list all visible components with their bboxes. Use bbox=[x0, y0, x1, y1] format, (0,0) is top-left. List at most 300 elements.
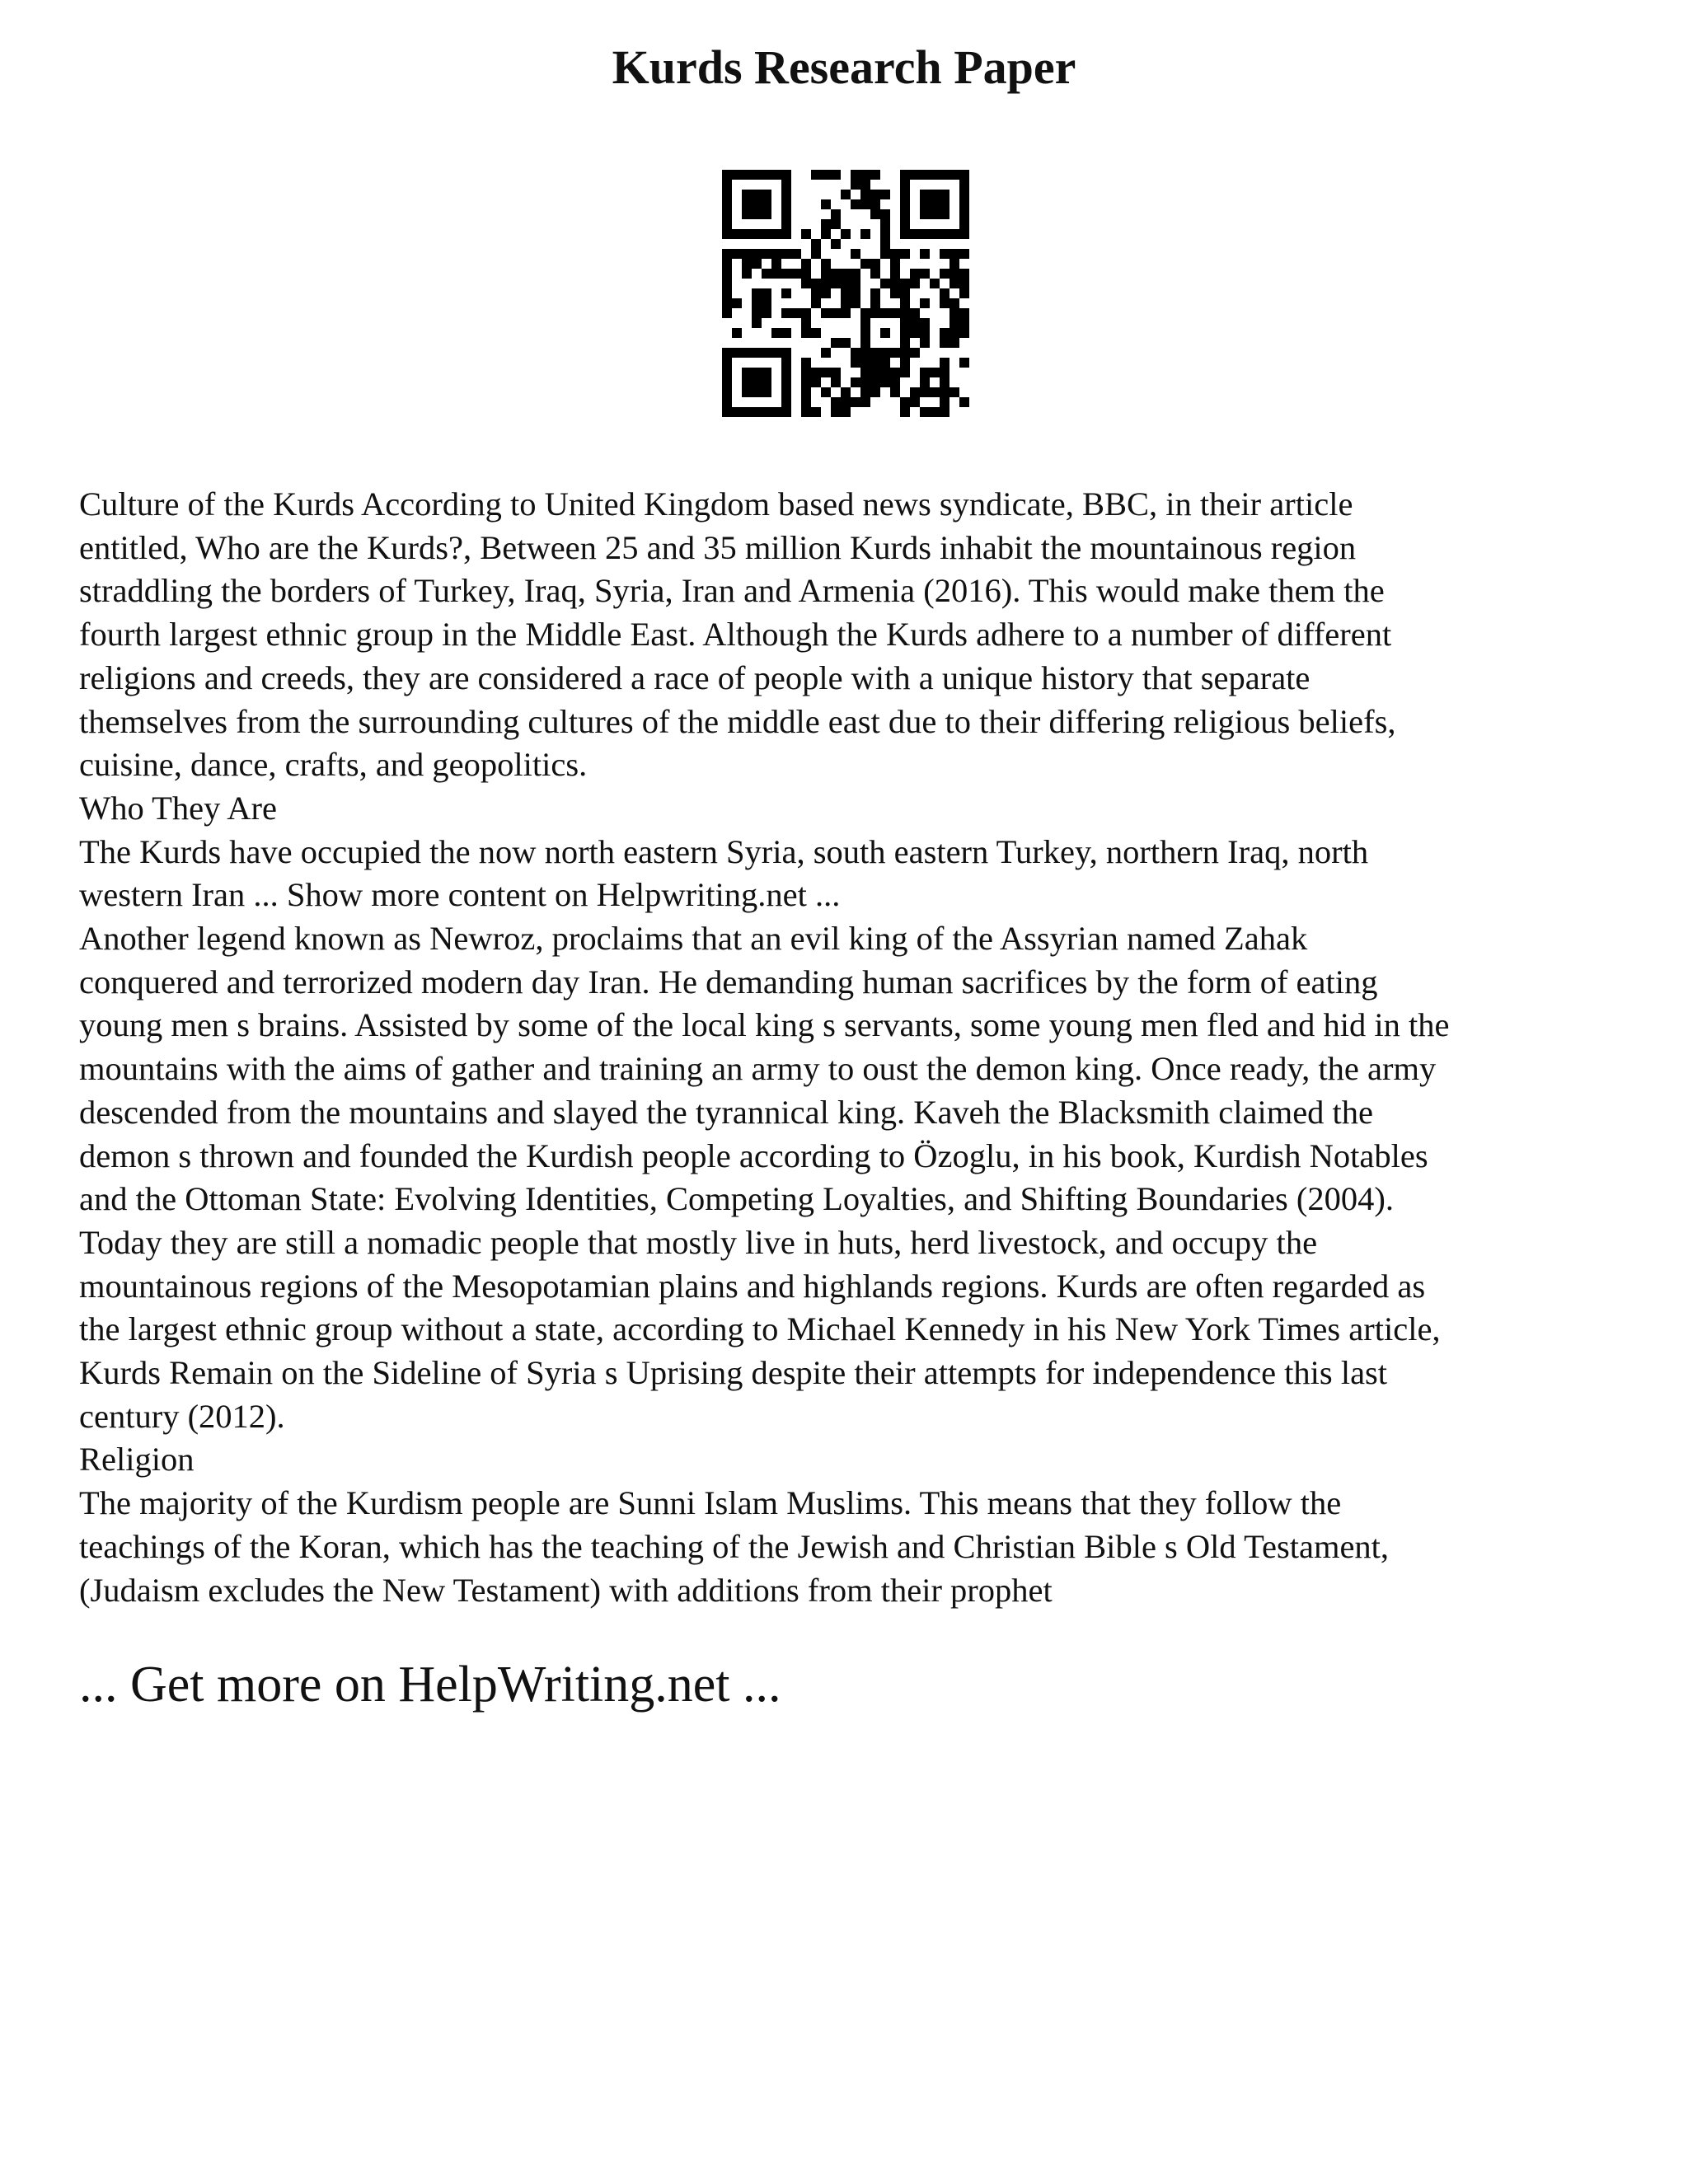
qr-module bbox=[781, 249, 791, 259]
qr-module bbox=[950, 318, 959, 328]
qr-module bbox=[742, 170, 752, 180]
qr-module bbox=[752, 199, 762, 209]
qr-module bbox=[722, 377, 732, 387]
qr-module bbox=[930, 407, 940, 417]
qr-module bbox=[841, 308, 851, 318]
qr-module bbox=[890, 377, 900, 387]
qr-module bbox=[722, 288, 732, 298]
qr-module bbox=[831, 338, 841, 348]
qr-module bbox=[920, 368, 930, 377]
qr-module bbox=[742, 407, 752, 417]
qr-module bbox=[900, 190, 910, 199]
qr-module bbox=[722, 229, 732, 239]
qr-module bbox=[821, 219, 831, 229]
qr-module bbox=[841, 387, 851, 397]
qr-module bbox=[781, 368, 791, 377]
qr-module bbox=[732, 298, 742, 308]
qr-module bbox=[900, 397, 910, 407]
qr-module bbox=[900, 368, 910, 377]
qr-module bbox=[890, 279, 900, 288]
qr-module bbox=[851, 279, 860, 288]
qr-module bbox=[959, 358, 969, 368]
qr-module bbox=[880, 348, 890, 358]
paragraph-territory: The Kurds have occupied the now north eastern Syria, south eastern Turkey, northern Iraq, north western Iran ... Show more content on Helpwriting.net ... bbox=[79, 832, 1369, 914]
qr-module bbox=[732, 407, 742, 417]
qr-module bbox=[742, 199, 752, 209]
qr-module bbox=[811, 239, 821, 249]
qr-module bbox=[870, 259, 880, 269]
qr-module bbox=[762, 199, 771, 209]
qr-module bbox=[870, 298, 880, 308]
qr-module bbox=[910, 387, 920, 397]
qr-module bbox=[860, 368, 870, 377]
qr-module bbox=[762, 288, 771, 298]
qr-module bbox=[890, 368, 900, 377]
qr-module bbox=[762, 229, 771, 239]
qr-module bbox=[959, 397, 969, 407]
qr-module bbox=[870, 190, 880, 199]
qr-module bbox=[860, 397, 870, 407]
qr-module bbox=[920, 209, 930, 219]
qr-module bbox=[722, 279, 732, 288]
qr-module bbox=[880, 239, 890, 249]
qr-module bbox=[752, 377, 762, 387]
qr-module bbox=[762, 377, 771, 387]
page-title: Kurds Research Paper bbox=[612, 40, 1076, 94]
qr-module bbox=[900, 318, 910, 328]
qr-module bbox=[821, 199, 831, 209]
qr-module bbox=[831, 170, 841, 180]
heading-who-they-are: Who They Are bbox=[79, 789, 277, 827]
qr-module bbox=[900, 298, 910, 308]
qr-module bbox=[742, 209, 752, 219]
qr-module bbox=[841, 190, 851, 199]
qr-module bbox=[959, 249, 969, 259]
qr-module bbox=[900, 209, 910, 219]
qr-module bbox=[722, 269, 732, 279]
qr-module bbox=[950, 328, 959, 338]
qr-module bbox=[851, 298, 860, 308]
qr-module bbox=[771, 229, 781, 239]
qr-module bbox=[959, 219, 969, 229]
qr-module bbox=[870, 288, 880, 298]
qr-module bbox=[771, 328, 781, 338]
qr-module bbox=[752, 348, 762, 358]
qr-module bbox=[910, 269, 920, 279]
qr-module bbox=[811, 288, 821, 298]
qr-module bbox=[930, 279, 940, 288]
qr-module bbox=[831, 269, 841, 279]
qr-module bbox=[900, 229, 910, 239]
qr-module bbox=[959, 170, 969, 180]
qr-module bbox=[781, 229, 791, 239]
qr-module bbox=[781, 199, 791, 209]
qr-module bbox=[821, 229, 831, 239]
qr-module bbox=[870, 269, 880, 279]
qr-module bbox=[920, 387, 930, 397]
qr-module bbox=[841, 298, 851, 308]
qr-module bbox=[900, 358, 910, 368]
qr-module bbox=[781, 358, 791, 368]
qr-module bbox=[831, 308, 841, 318]
qr-module bbox=[841, 269, 851, 279]
qr-module bbox=[930, 170, 940, 180]
qr-module bbox=[870, 348, 880, 358]
qr-module bbox=[742, 229, 752, 239]
qr-module bbox=[920, 170, 930, 180]
qr-module bbox=[762, 348, 771, 358]
qr-module bbox=[762, 209, 771, 219]
qr-module bbox=[742, 368, 752, 377]
qr-module bbox=[752, 387, 762, 397]
qr-module bbox=[950, 279, 959, 288]
qr-module bbox=[801, 229, 811, 239]
qr-module bbox=[841, 338, 851, 348]
qr-module bbox=[940, 298, 950, 308]
qr-module bbox=[821, 288, 831, 298]
qr-module bbox=[801, 377, 811, 387]
qr-module bbox=[860, 180, 870, 190]
qr-module bbox=[722, 170, 732, 180]
qr-module bbox=[940, 190, 950, 199]
qr-module bbox=[900, 279, 910, 288]
qr-module bbox=[851, 397, 860, 407]
qr-module bbox=[890, 308, 900, 318]
qr-module bbox=[870, 368, 880, 377]
qr-module bbox=[762, 298, 771, 308]
qr-module bbox=[910, 229, 920, 239]
qr-module bbox=[959, 288, 969, 298]
qr-module bbox=[940, 269, 950, 279]
qr-module bbox=[880, 190, 890, 199]
qr-module bbox=[940, 249, 950, 259]
qr-module bbox=[722, 298, 732, 308]
qr-module bbox=[950, 387, 959, 397]
qr-module bbox=[752, 170, 762, 180]
qr-module bbox=[880, 249, 890, 259]
qr-module bbox=[801, 407, 811, 417]
qr-module bbox=[831, 397, 841, 407]
qr-module bbox=[811, 279, 821, 288]
qr-module bbox=[821, 387, 831, 397]
qr-module bbox=[771, 259, 781, 269]
qr-module bbox=[821, 348, 831, 358]
qr-module bbox=[722, 190, 732, 199]
qr-module bbox=[851, 180, 860, 190]
qr-module bbox=[900, 328, 910, 338]
qr-module bbox=[752, 407, 762, 417]
qr-module bbox=[880, 209, 890, 219]
qr-module bbox=[781, 190, 791, 199]
qr-module bbox=[860, 377, 870, 387]
qr-module bbox=[950, 229, 959, 239]
qr-module bbox=[781, 328, 791, 338]
qr-module bbox=[910, 170, 920, 180]
qr-module bbox=[890, 288, 900, 298]
qr-module bbox=[841, 397, 851, 407]
qr-module bbox=[920, 190, 930, 199]
qr-module bbox=[811, 298, 821, 308]
qr-module bbox=[742, 269, 752, 279]
qr-module bbox=[860, 308, 870, 318]
qr-module bbox=[940, 368, 950, 377]
qr-module bbox=[831, 368, 841, 377]
qr-module bbox=[722, 348, 732, 358]
qr-module bbox=[900, 170, 910, 180]
qr-module bbox=[950, 308, 959, 318]
qr-module bbox=[732, 249, 742, 259]
qr-module bbox=[860, 259, 870, 269]
qr-module bbox=[722, 249, 732, 259]
qr-module bbox=[821, 269, 831, 279]
qr-module bbox=[860, 358, 870, 368]
qr-module bbox=[851, 170, 860, 180]
qr-module bbox=[959, 279, 969, 288]
qr-module bbox=[722, 368, 732, 377]
qr-module bbox=[930, 368, 940, 377]
qr-module bbox=[900, 288, 910, 298]
qr-module bbox=[880, 358, 890, 368]
qr-module bbox=[890, 269, 900, 279]
paragraph-legend: Another legend known as Newroz, proclaims that an evil king of the Assyrian named Zahak conquered and terrorized modern day Iran. He demanding human sacrifices by the form of eating young men s brains. Assisted by some of the local king s servants, some young men fled and hid in the mountains with the aims of gather and training an army to oust the demon king. Once ready, the army descended from the mountains and slayed the tyrannical king. Kaveh the Blacksmith claimed the demon s thrown and founded the Kurdish people according to Özoglu, in his book, Kurdish Notables and the Ottoman State: Evolving Identities, Competing Loyalties, and Shifting Boundaries (2004). Today they are still a nomadic people that mostly live in huts, herd livestock, and occupy the mountainous regions of the Mesopotamian plains and highlands regions. Kurds are often regarded as the largest ethnic group without a state, according to Michael Kennedy in his New York Times article, Kurds Remain on the Sideline of Syria s Uprising despite their attempts for independence this last century (2012). bbox=[79, 920, 1450, 1435]
qr-module bbox=[880, 229, 890, 239]
qr-module bbox=[959, 199, 969, 209]
qr-module bbox=[860, 190, 870, 199]
qr-module bbox=[880, 279, 890, 288]
qr-module bbox=[811, 328, 821, 338]
qr-module bbox=[771, 407, 781, 417]
qr-module bbox=[950, 338, 959, 348]
qr-module bbox=[900, 348, 910, 358]
qr-module bbox=[752, 190, 762, 199]
qr-module bbox=[930, 199, 940, 209]
article-body bbox=[79, 483, 1645, 1612]
qr-module bbox=[821, 259, 831, 269]
qr-module bbox=[880, 219, 890, 229]
qr-module bbox=[752, 229, 762, 239]
qr-module bbox=[821, 170, 831, 180]
qr-code-icon bbox=[722, 170, 969, 417]
qr-module bbox=[890, 387, 900, 397]
qr-module bbox=[742, 249, 752, 259]
qr-module bbox=[811, 249, 821, 259]
qr-module bbox=[920, 328, 930, 338]
qr-module bbox=[831, 407, 841, 417]
qr-module bbox=[900, 308, 910, 318]
qr-module bbox=[940, 387, 950, 397]
qr-module bbox=[890, 348, 900, 358]
qr-module bbox=[959, 328, 969, 338]
qr-module bbox=[742, 190, 752, 199]
qr-module bbox=[920, 249, 930, 259]
qr-module bbox=[781, 209, 791, 219]
qr-module bbox=[880, 368, 890, 377]
qr-module bbox=[900, 180, 910, 190]
qr-module bbox=[959, 180, 969, 190]
qr-module bbox=[762, 368, 771, 377]
qr-module bbox=[801, 318, 811, 328]
qr-module bbox=[940, 397, 950, 407]
qr-module bbox=[781, 397, 791, 407]
qr-module bbox=[831, 219, 841, 229]
qr-module bbox=[910, 279, 920, 288]
qr-module bbox=[791, 269, 801, 279]
qr-module bbox=[762, 190, 771, 199]
qr-module bbox=[870, 308, 880, 318]
qr-module bbox=[801, 269, 811, 279]
qr-module bbox=[811, 368, 821, 377]
qr-module bbox=[851, 249, 860, 259]
qr-module bbox=[860, 170, 870, 180]
qr-module bbox=[870, 209, 880, 219]
qr-module bbox=[841, 407, 851, 417]
qr-module bbox=[781, 348, 791, 358]
qr-module bbox=[742, 377, 752, 387]
qr-module bbox=[811, 377, 821, 387]
qr-module bbox=[742, 387, 752, 397]
qr-module bbox=[732, 170, 742, 180]
qr-module bbox=[722, 180, 732, 190]
qr-module bbox=[959, 190, 969, 199]
qr-module bbox=[742, 259, 752, 269]
qr-module bbox=[910, 328, 920, 338]
qr-module bbox=[752, 318, 762, 328]
qr-module bbox=[910, 348, 920, 358]
qr-module bbox=[950, 269, 959, 279]
qr-module bbox=[722, 308, 732, 318]
qr-module bbox=[831, 279, 841, 288]
qr-module bbox=[930, 229, 940, 239]
qr-module bbox=[890, 249, 900, 259]
qr-module bbox=[821, 279, 831, 288]
qr-module bbox=[959, 209, 969, 219]
qr-module bbox=[801, 259, 811, 269]
qr-module bbox=[860, 338, 870, 348]
qr-module bbox=[781, 308, 791, 318]
qr-module bbox=[940, 407, 950, 417]
qr-module bbox=[920, 269, 930, 279]
qr-module bbox=[851, 288, 860, 298]
qr-module bbox=[940, 358, 950, 368]
paragraph-intro: Culture of the Kurds According to United Kingdom based news syndicate, BBC, in their article entitled, Who are the Kurds?, Between 25 and 35 million Kurds inhabit the mountainous region straddling the borders of Turkey, Iraq, Syria, Iran and Armenia (2016). This would make them the fourth largest ethnic group in the Middle East. Although the Kurds adhere to a number of different religions and creeds, they are considered a race of people with a unique history that separate themselves from the surrounding cultures of the middle east due to their differing religious beliefs, cuisine, dance, crafts, and geopolitics. bbox=[79, 485, 1396, 784]
qr-module bbox=[870, 387, 880, 397]
qr-module bbox=[752, 249, 762, 259]
qr-module bbox=[851, 199, 860, 209]
qr-module bbox=[821, 308, 831, 318]
qr-module bbox=[860, 387, 870, 397]
qr-module bbox=[950, 249, 959, 259]
qr-module bbox=[781, 269, 791, 279]
qr-module bbox=[940, 328, 950, 338]
qr-module bbox=[900, 219, 910, 229]
qr-module bbox=[900, 338, 910, 348]
qr-module bbox=[722, 219, 732, 229]
qr-module bbox=[880, 377, 890, 387]
qr-module bbox=[781, 219, 791, 229]
qr-module bbox=[722, 209, 732, 219]
qr-module bbox=[762, 170, 771, 180]
heading-religion: Religion bbox=[79, 1441, 195, 1479]
qr-module bbox=[781, 170, 791, 180]
qr-module bbox=[940, 170, 950, 180]
qr-module bbox=[920, 407, 930, 417]
qr-module bbox=[762, 249, 771, 259]
qr-module bbox=[732, 328, 742, 338]
qr-module bbox=[801, 368, 811, 377]
qr-module bbox=[940, 229, 950, 239]
qr-module bbox=[771, 348, 781, 358]
qr-module bbox=[890, 259, 900, 269]
qr-module bbox=[831, 377, 841, 387]
qr-module bbox=[860, 318, 870, 328]
qr-module bbox=[801, 279, 811, 288]
qr-module bbox=[940, 288, 950, 298]
qr-module bbox=[722, 397, 732, 407]
qr-module bbox=[950, 298, 959, 308]
qr-module bbox=[742, 348, 752, 358]
qr-module bbox=[910, 308, 920, 318]
qr-module bbox=[781, 180, 791, 190]
qr-module bbox=[811, 407, 821, 417]
qr-module bbox=[752, 298, 762, 308]
qr-module bbox=[950, 170, 959, 180]
qr-module bbox=[762, 269, 771, 279]
qr-module bbox=[752, 368, 762, 377]
qr-module bbox=[959, 229, 969, 239]
qr-module bbox=[752, 308, 762, 318]
qr-module bbox=[781, 407, 791, 417]
qr-module bbox=[771, 170, 781, 180]
qr-module bbox=[959, 318, 969, 328]
qr-module bbox=[781, 377, 791, 387]
qr-module bbox=[870, 199, 880, 209]
qr-module bbox=[851, 358, 860, 368]
qr-module bbox=[762, 308, 771, 318]
qr-module bbox=[791, 308, 801, 318]
qr-module bbox=[752, 288, 762, 298]
qr-module bbox=[771, 249, 781, 259]
qr-module bbox=[831, 209, 841, 219]
get-more-link[interactable]: ... Get more on HelpWriting.net ... bbox=[79, 1657, 781, 1713]
qr-module bbox=[722, 407, 732, 417]
qr-module bbox=[722, 358, 732, 368]
qr-module bbox=[950, 259, 959, 269]
qr-module bbox=[920, 229, 930, 239]
qr-module bbox=[851, 348, 860, 358]
qr-module bbox=[910, 397, 920, 407]
qr-module bbox=[732, 229, 742, 239]
qr-module bbox=[732, 348, 742, 358]
qr-module bbox=[930, 209, 940, 219]
qr-module bbox=[900, 249, 910, 259]
qr-module bbox=[860, 328, 870, 338]
qr-module bbox=[880, 308, 890, 318]
qr-module bbox=[930, 387, 940, 397]
qr-module bbox=[920, 298, 930, 308]
qr-module bbox=[781, 288, 791, 298]
qr-module bbox=[959, 308, 969, 318]
qr-module bbox=[940, 338, 950, 348]
qr-module bbox=[870, 377, 880, 387]
qr-module bbox=[870, 358, 880, 368]
qr-module bbox=[860, 199, 870, 209]
qr-module bbox=[841, 229, 851, 239]
qr-module bbox=[762, 407, 771, 417]
qr-module bbox=[752, 209, 762, 219]
qr-module bbox=[940, 377, 950, 387]
qr-module bbox=[781, 387, 791, 397]
qr-module bbox=[762, 387, 771, 397]
